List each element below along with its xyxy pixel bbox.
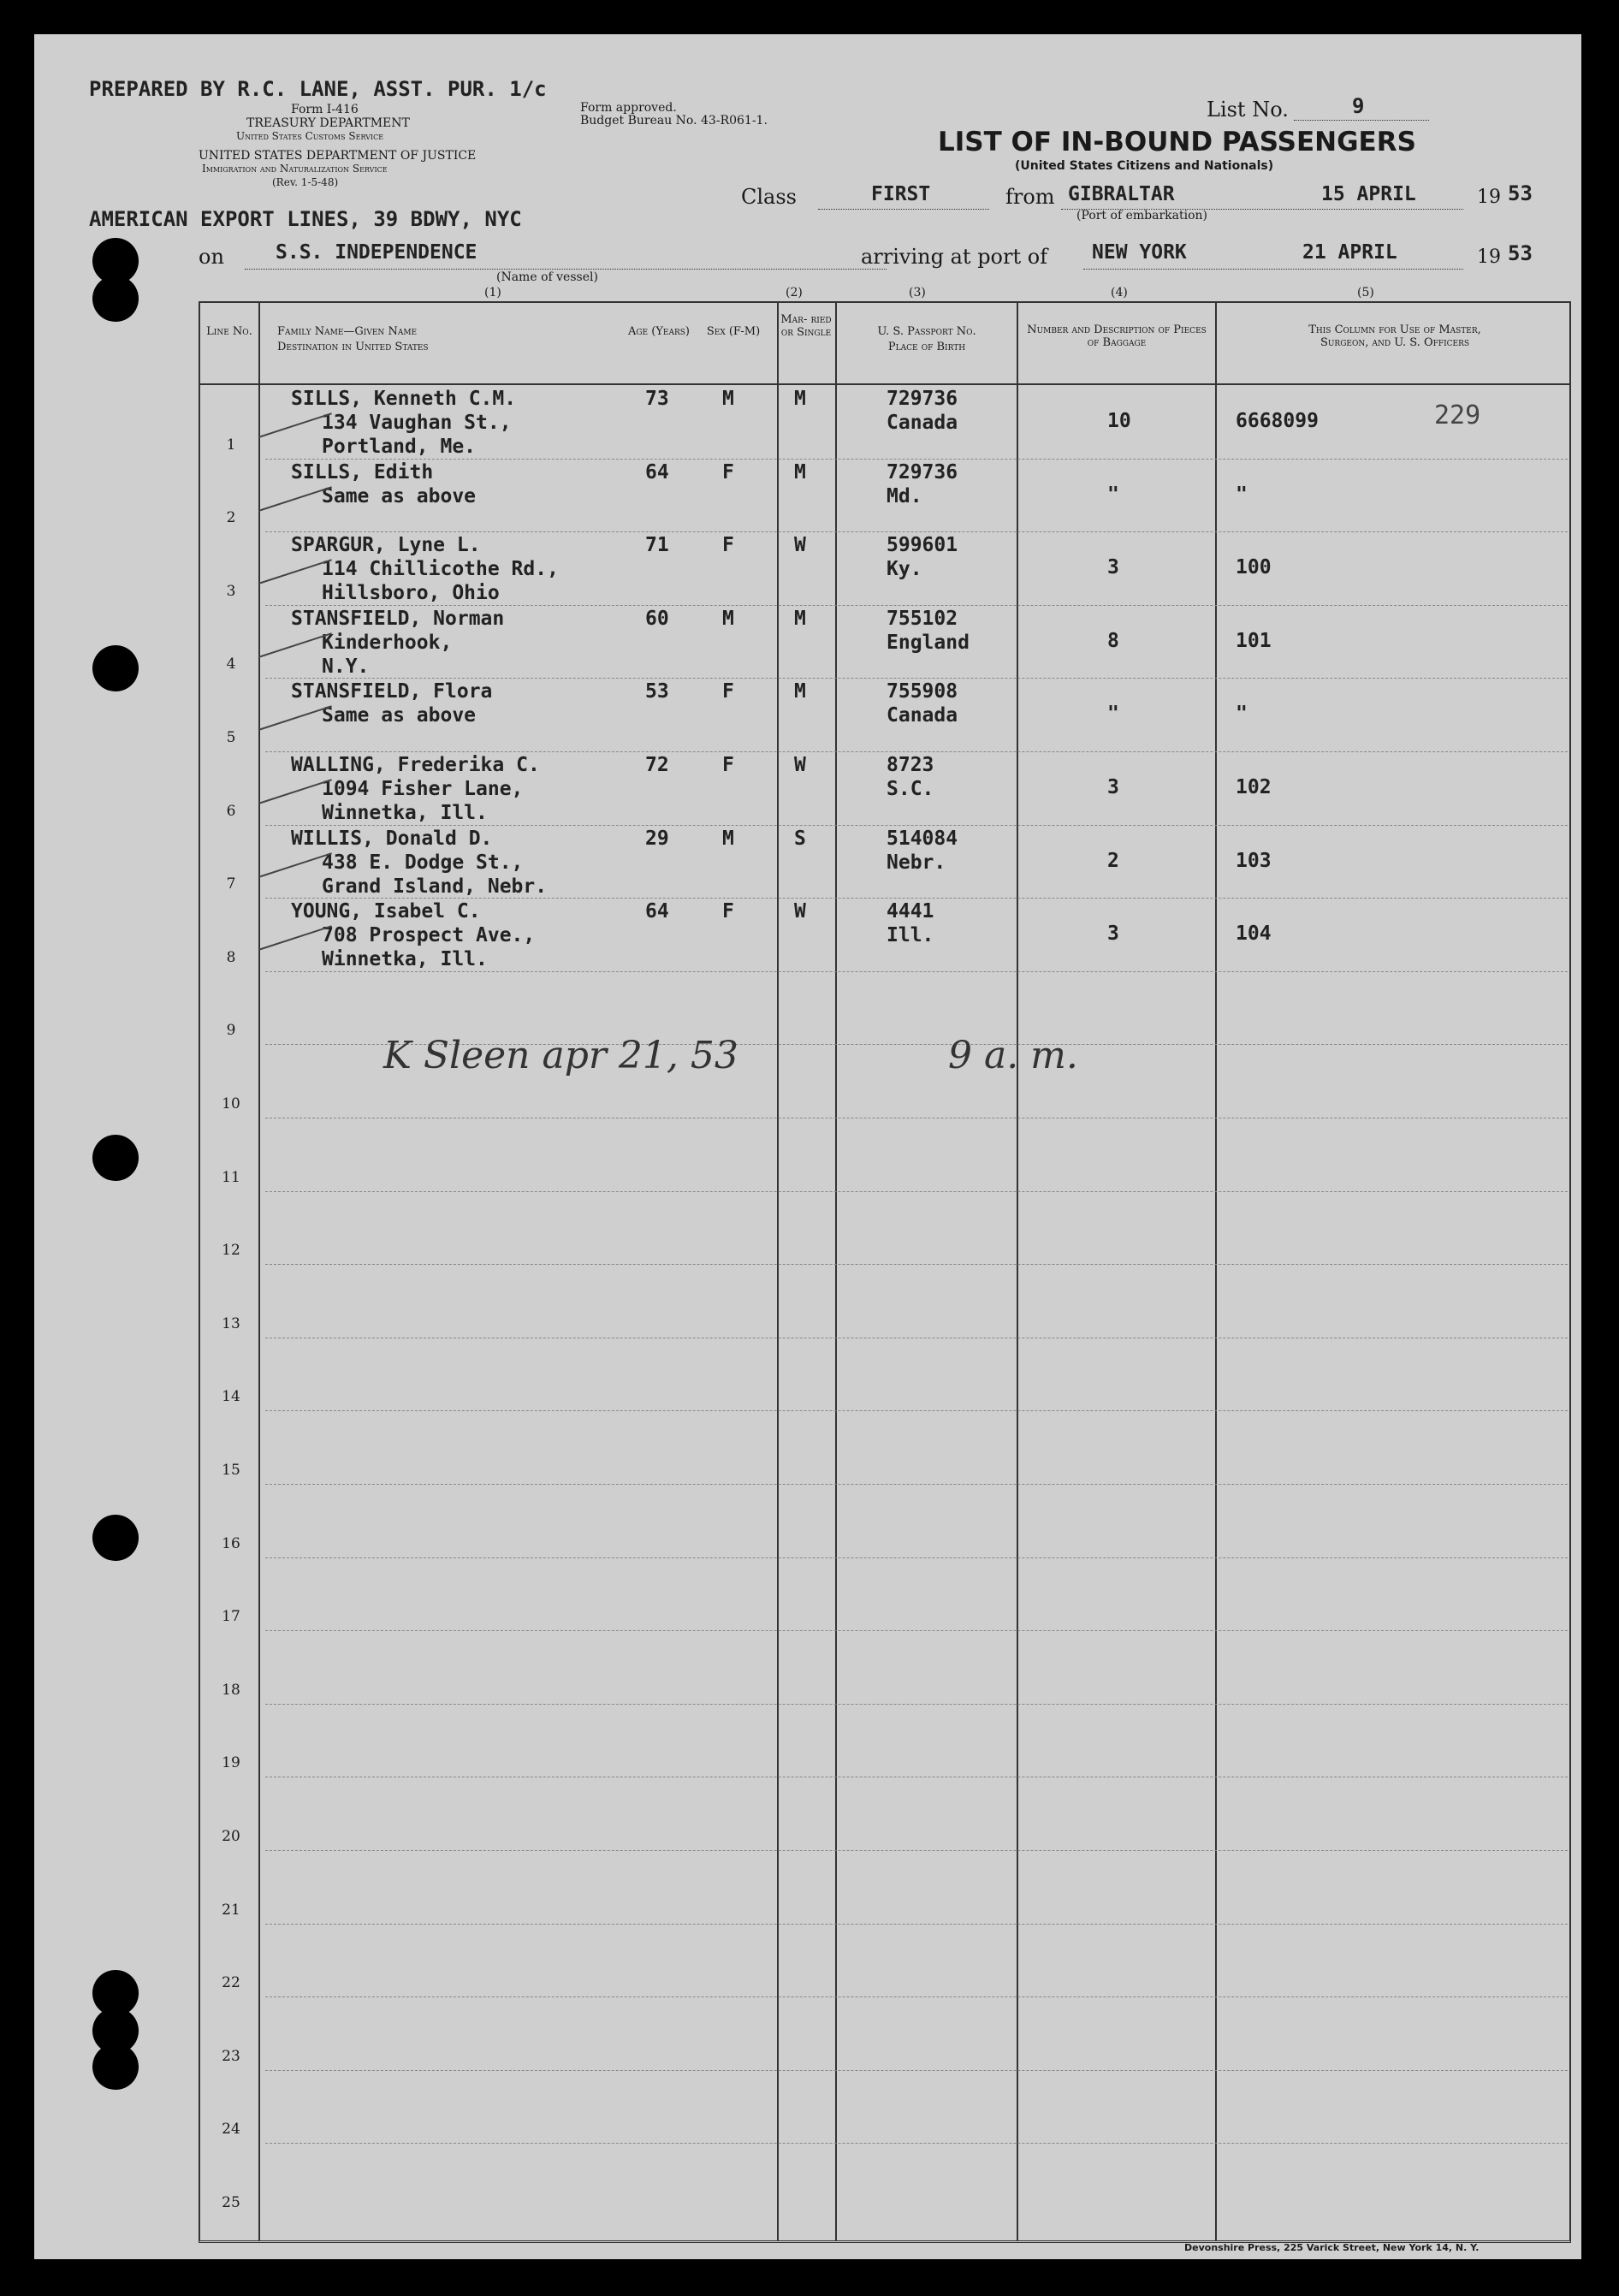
port-embark-label: (Port of embarkation) [1076,209,1207,222]
line-number: 17 [222,1608,240,1626]
passenger-age: 64 [645,460,669,484]
passenger-city: Winnetka, Ill. [322,948,488,971]
passport-number: 4441 [887,900,934,923]
row-rule [265,1924,1568,1925]
officer-entry: " [1236,703,1248,726]
departure-date: 15 APRIL [1321,183,1416,205]
column-number: (2) [786,286,803,300]
passenger-city: Grand Island, Nebr. [322,875,548,898]
passenger-age: 29 [645,827,669,850]
passenger-sex: F [722,680,734,703]
baggage-count: 8 [1107,629,1119,652]
passenger-age: 71 [645,534,669,557]
treasury-department: TREASURY DEPARTMENT [246,116,410,130]
column-number: (1) [484,286,501,300]
department-of-justice: UNITED STATES DEPARTMENT OF JUSTICE [199,149,477,163]
row-rule [265,1557,1568,1558]
passenger-name: SPARGUR, Lyne L. [291,534,481,557]
customs-service: United States Customs Service [236,130,384,142]
baggage-count: 3 [1107,776,1119,798]
line-number: 6 [226,802,236,820]
passport-number: 599601 [887,534,958,557]
baggage-count: 10 [1107,410,1131,432]
punch-hole [92,276,139,322]
row-rule [265,1484,1568,1485]
officer-entry: 103 [1236,849,1272,872]
punch-hole [92,2044,139,2090]
row-rule [265,898,1568,899]
shipping-agent: AMERICAN EXPORT LINES, 39 BDWY, NYC [89,207,522,231]
passenger-marital-status: M [794,607,806,630]
line-number: 3 [226,582,236,600]
passenger-age: 60 [645,607,669,630]
passenger-address: 134 Vaughan St., [322,412,512,434]
row-rule [265,1996,1568,1997]
place-of-birth: Nebr. [887,851,946,874]
passenger-address: Kinderhook, [322,631,453,654]
form-title: LIST OF IN-BOUND PASSENGERS [938,127,1416,157]
year: 53 [1508,241,1533,265]
passenger-name: YOUNG, Isabel C. [291,900,481,923]
on-label: on [199,245,224,269]
inspection-time: 9 a. m. [948,1034,1078,1077]
row-rule [265,1191,1568,1192]
punch-hole [92,645,139,691]
officer-number: 229 [1434,400,1481,430]
passenger-sex: F [722,900,734,923]
baggage-count: " [1107,483,1119,506]
immigration-service: Immigration and Naturalization Service [202,163,388,175]
baggage-count: 3 [1107,923,1119,946]
passenger-marital-status: M [794,388,806,410]
passport-number: 729736 [887,388,958,410]
place-of-birth: Ky. [887,558,922,581]
passenger-sex: F [722,460,734,484]
row-rule [265,751,1568,752]
class-label: Class [741,185,797,209]
passenger-sex: M [722,827,734,850]
place-of-birth: S.C. [887,778,934,800]
col-header-destination: Destination in United States [277,341,429,353]
line-number: 1 [226,436,236,454]
line-number: 22 [222,1974,240,1992]
place-of-birth: Canada [887,704,958,727]
line-number: 4 [226,656,236,673]
passenger-age: 72 [645,754,669,776]
passenger-sex: M [722,607,734,630]
passenger-marital-status: M [794,460,806,484]
line-number: 24 [222,2121,240,2139]
passenger-name: STANSFIELD, Norman [291,607,505,630]
list-no-label: List No. [1207,98,1289,122]
revision: (Rev. 1-5-48) [272,176,339,188]
col-header-name: Family Name—Given Name [277,325,418,338]
line-number: 20 [222,1828,240,1845]
row-rule [265,605,1568,606]
passport-number: 755908 [887,680,958,703]
column-number: (4) [1111,286,1128,300]
passenger-name: WALLING, Frederika C. [291,754,540,776]
line-number: 9 [226,1022,236,1040]
line-number: 16 [222,1534,240,1552]
row-rule [265,1410,1568,1411]
line-number: 21 [222,1901,240,1919]
row-rule [265,678,1568,679]
passenger-name: SILLS, Edith [291,460,434,484]
line-number: 19 [222,1754,240,1772]
officer-entry: 104 [1236,923,1272,946]
passenger-marital-status: S [794,827,806,850]
row-rule [265,1704,1568,1705]
passenger-city: Hillsboro, Ohio [322,582,500,605]
line-number: 7 [226,875,236,893]
passenger-sex: F [722,754,734,776]
officer-entry: 102 [1236,776,1272,798]
row-rule [265,2070,1568,2071]
passenger-age: 53 [645,680,669,703]
passenger-city: Winnetka, Ill. [322,802,488,824]
line-number: 18 [222,1681,240,1699]
passenger-address: Same as above [322,704,477,727]
place-of-birth: Ill. [887,924,934,947]
passenger-sex: M [722,388,734,410]
place-of-birth: Canada [887,412,958,434]
vessel-name: S.S. INDEPENDENCE [276,241,477,264]
col-header-line-no: Line No. [206,325,252,338]
passport-number: 729736 [887,460,958,484]
passenger-marital-status: W [794,900,806,923]
line-number: 23 [222,2047,240,2065]
place-of-birth: Md. [887,484,922,507]
printer-credit: Devonshire Press, 225 Varick Street, New York 14, N. Y. [1184,2242,1480,2253]
officer-entry: 101 [1236,629,1272,652]
line-number: 12 [222,1242,240,1260]
passport-number: 8723 [887,754,934,776]
col-header-married: Mar- ried or Single [780,313,832,339]
year-prefix: 19 [1477,246,1501,268]
form-number: Form I-416 [291,103,359,116]
passenger-address: Same as above [322,484,477,507]
vessel-label: (Name of vessel) [496,270,598,284]
row-rule [265,1264,1568,1265]
prepared-by: PREPARED BY R.C. LANE, ASST. PUR. 1/c [89,77,547,101]
row-rule [265,459,1568,460]
row-rule [265,1850,1568,1851]
manifest-page [34,34,1581,2259]
punch-hole [92,1515,139,1561]
line-number: 13 [222,1314,240,1332]
passenger-marital-status: W [794,534,806,557]
punch-hole [92,1135,139,1181]
arrival-date: 21 APRIL [1302,241,1397,264]
passenger-name: WILLIS, Donald D. [291,827,493,850]
col-header-passport: U. S. Passport No. [877,325,976,338]
baggage-count: 2 [1107,849,1119,872]
col-header-age: Age (Years) [627,325,691,338]
row-rule [265,2143,1568,2144]
passenger-address: 438 E. Dodge St., [322,851,524,874]
place-of-birth: England [887,631,970,654]
col-header-baggage: Number and Description of Pieces of Baggage [1027,323,1207,349]
col-header-sex: Sex (F-M) [706,325,761,338]
line-number: 10 [222,1095,240,1112]
passport-number: 514084 [887,827,958,850]
passenger-city: Portland, Me. [322,436,477,458]
form-approved: Form approved. [580,101,677,115]
line-number: 25 [222,2194,240,2211]
passenger-address: 1094 Fisher Lane, [322,778,524,800]
from-label: from [1005,185,1055,209]
col-header-birthplace: Place of Birth [887,341,966,353]
arriving-label: arriving at port of [861,245,1048,269]
column-number: (5) [1357,286,1374,300]
line-number: 5 [226,729,236,746]
passenger-sex: F [722,534,734,557]
officer-entry: 6668099 [1236,410,1319,432]
officer-entry: 100 [1236,556,1272,579]
year-prefix: 19 [1477,187,1501,208]
passenger-name: SILLS, Kenneth C.M. [291,388,517,410]
line-number: 11 [222,1168,240,1186]
line-number: 2 [226,509,236,527]
arrival-port: NEW YORK [1092,241,1187,264]
officer-entry: " [1236,483,1248,506]
passenger-marital-status: M [794,680,806,703]
passport-number: 755102 [887,607,958,630]
passenger-name: STANSFIELD, Flora [291,680,493,703]
column-number: (3) [909,286,926,300]
row-rule [265,825,1568,826]
list-no: 9 [1352,94,1365,118]
line-number: 8 [226,948,236,966]
baggage-count: 3 [1107,556,1119,579]
line-number: 14 [222,1388,240,1406]
col-header-officers: This Column for Use of Master, Surgeon, and U. S. Officers [1308,323,1481,349]
class-value: FIRST [871,183,931,205]
passenger-age: 73 [645,388,669,410]
passenger-marital-status: W [794,754,806,776]
line-number: 15 [222,1462,240,1479]
row-rule [265,531,1568,532]
port-of-embarkation: GIBRALTAR [1068,183,1175,205]
form-subtitle: (United States Citizens and Nationals) [1015,159,1274,173]
passenger-city: N.Y. [322,655,370,678]
baggage-count: " [1107,703,1119,726]
row-rule [265,971,1568,972]
passenger-address: 114 Chillicothe Rd., [322,558,559,581]
passenger-address: 708 Prospect Ave., [322,924,536,947]
inspector-signature: K Sleen apr 21, 53 [383,1034,738,1077]
budget-bureau: Budget Bureau No. 43-R061-1. [580,114,768,128]
year: 53 [1508,181,1533,205]
passenger-age: 64 [645,900,669,923]
row-rule [265,1630,1568,1631]
